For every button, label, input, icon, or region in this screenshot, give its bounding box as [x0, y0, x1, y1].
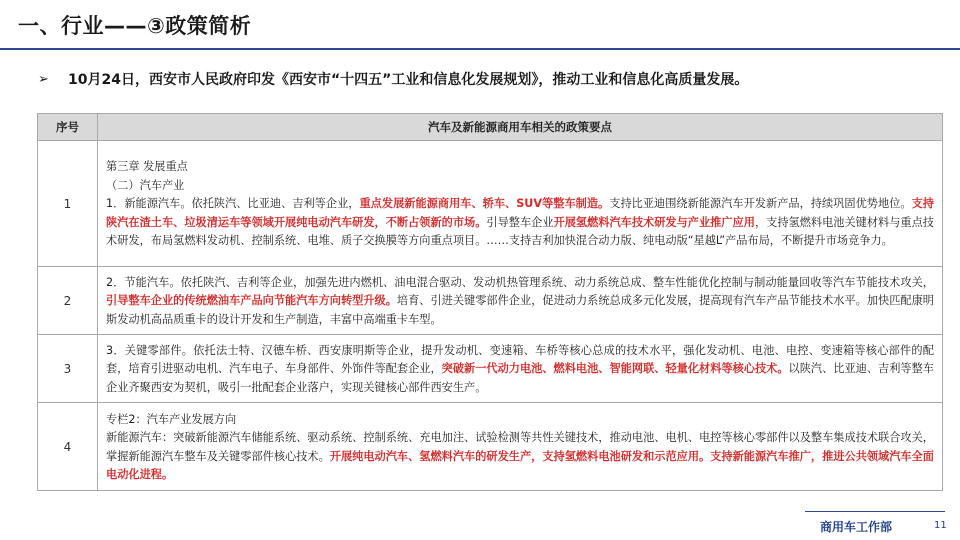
highlighted-text: 引导整车企业的传统燃油车产品向节能汽车方向转型升级。 [106, 294, 397, 308]
footer-divider [805, 511, 945, 512]
body-text: 引导整车企业 [486, 215, 554, 229]
row-index: 4 [38, 403, 98, 491]
page-number: 11 [934, 520, 947, 531]
table-header-row [38, 114, 943, 141]
row-text-line [106, 274, 934, 329]
highlighted-text: 支持陕汽在渣土车、垃圾清运车等领域开展纯电动汽车研发，不断占领新的市场。 [106, 197, 934, 229]
body-text: 专栏2：汽车产业发展方向 [106, 412, 237, 426]
bullet-point [38, 69, 938, 89]
highlighted-text: 开展纯电动汽车、氢燃料汽车的研发生产，支持氢燃料电池研发和示范应用。支持新能源汽车推广，推进公共领域汽车全面电动化进程。 [106, 449, 934, 481]
bullet-arrow-icon: ➢ [38, 71, 49, 87]
body-text: ，支持氢燃料电池关键材料与重点技术研发，布局氢燃料发动机、控制系统、电堆、质子交换膜等方向重点项目。……支持吉利加快混合动力版、纯电动版“星越L”产品布局，不断提升市场竞争力。 [106, 215, 934, 248]
body-text: （二）汽车产业 [106, 178, 185, 192]
row-content [98, 141, 943, 267]
highlighted-text: 重点发展新能源商用车、轿车、SUV等整车制造。 [359, 197, 610, 211]
table-row [38, 335, 943, 403]
highlighted-text: 开展氢燃料汽车技术研发与产业推广应用 [553, 215, 755, 229]
row-text-line [106, 158, 934, 176]
table-row [38, 403, 943, 491]
bullet-text: 10月24日，西安市人民政府印发《西安市“十四五”工业和信息化发展规划》，推动工业和信息化高质量发展。 [68, 72, 749, 88]
header-policy: 汽车及新能源商用车相关的政策要点 [98, 114, 943, 141]
row-index: 3 [38, 335, 98, 403]
highlighted-text: 突破新一代动力电池、燃料电池、智能网联、轻量化材料等核心技术。 [441, 362, 789, 376]
row-text-line [106, 429, 934, 484]
body-text: 1．新能源汽车。依托陕汽、比亚迪、吉利等企业， [106, 197, 360, 211]
table-row [38, 141, 943, 267]
body-text: 2．节能汽车。依托陕汽、吉利等企业，加强先进内燃机、油电混合驱动、发动机热管理系统、动力系统总成、整车性能优化控制与制动能量回收等汽车节能技术攻关， [106, 275, 934, 289]
header-index: 序号 [38, 114, 98, 141]
policy-table [37, 113, 943, 491]
row-content [98, 267, 943, 335]
row-text-line [106, 177, 934, 195]
body-text: 培育、引进关键零部件企业，促进动力系统总成多元化发展，提高现有汽车产品节能技术水平。加快匹配康明斯发动机高品质重卡的设计开发和生产制造，丰富中高端重卡车型。 [106, 294, 934, 326]
body-text: 支持比亚迪围绕新能源汽车开发新产品，持续巩固优势地位。 [609, 197, 912, 211]
body-text: 3．关键零部件。依托法士特、汉德车桥、西安康明斯等企业，提升发动机、变速箱、车桥等核心总成的技术水平，强化发动机、电池、电控、变速箱等核心部件的配套，培育引进驱动电机、汽车电子、车身部件、外饰件等配套企业， [106, 343, 934, 376]
row-text-line [106, 195, 934, 250]
row-text-line [106, 411, 934, 429]
body-text: 以陕汽、比亚迪、吉利等整车企业齐聚西安为契机，吸引一批配套企业落户，实现关键核心部件西安生产。 [106, 362, 934, 394]
body-text: 第三章 发展重点 [106, 160, 188, 174]
title-divider [0, 48, 960, 50]
row-index: 1 [38, 141, 98, 267]
row-content [98, 403, 943, 491]
row-text-line [106, 342, 934, 397]
row-content [98, 335, 943, 403]
table-row [38, 267, 943, 335]
row-index: 2 [38, 267, 98, 335]
footer-department: 商用车工作部 [820, 520, 893, 534]
slide-title: 一、行业——③政策简析 [18, 14, 252, 38]
body-text: 新能源汽车：突破新能源汽车储能系统、驱动系统、控制系统、充电加注、试验检测等共性关键技术，推动电池、电机、电控等核心零部件以及整车集成技术联合攻关，掌握新能源汽车整车及关键零部件核心技术。 [106, 431, 934, 463]
